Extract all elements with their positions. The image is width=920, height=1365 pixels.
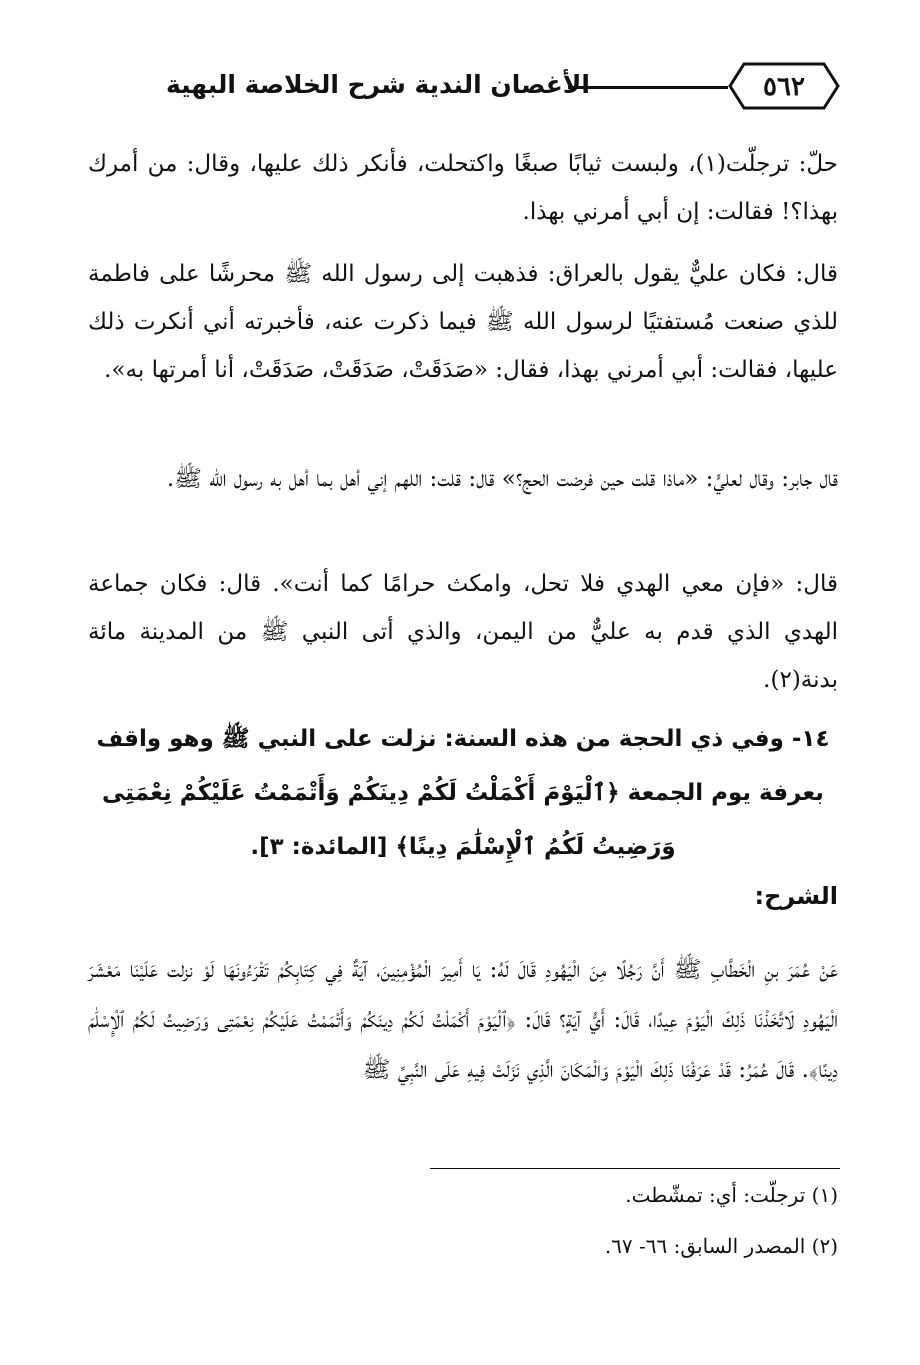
section-heading: ١٤- وفي ذي الحجة من هذه السنة: نزلت على النبي ﷺ وهو واقف بعرفة يوم الجمعة ﴿ٱلْيَوْمَ أَكْمَلْتُ لَكُمْ دِينَكُمْ وَأَتْمَمْتُ عَلَيْكُمْ نِعْمَتِى وَرَضِيتُ لَكُمُ ٱلْإِسْلَٰمَ دِينًا﴾ [المائدة: ٣]. (96, 726, 830, 860)
footnote-separator (430, 1168, 840, 1169)
footnote: (٢) المصدر السابق: ٦٦- ٦٧. (604, 1234, 838, 1258)
paragraph: قال: «فإن معي الهدي فلا تحل، وامكث حرامًا كما أنت». قال: فكان جماعة الهدي الذي قدم به عليٌّ من اليمن، والذي أتى النبي ﷺ من المدينة مائة بدنة(٢). (88, 571, 838, 693)
running-title: الأغصان الندية شرح الخلاصة البهية (165, 70, 590, 99)
commentary-text: عَنْ عُمَرَ بنِ الْخَطَّابِ ﷺ أَنَّ رَجُلًا مِنَ الْيَهُودِ قَالَ لَهُ: يَا أَمِيرَ الْمُؤْمِنِينَ، آيَةٌ فِي كِتَابِكُمْ تَقْرَءُونَهَا لَوْ نزلت عَلَيْنَا مَعْشَرَ الْيَهُودِ لَاتَّخَذْنَا ذَلِكَ الْيَوْمَ عِيدًا، قَالَ: أَيُّ آيَةٍ؟ قَالَ: ﴿ٱلْيَوْمَ أَكْمَلْتُ لَكُمْ دِينَكُمْ وَأَتْمَمْتُ عَلَيْكُمْ نِعْمَتِى وَرَضِيتُ لَكُمُ ٱلْإِسْلَٰمَ دِينًا﴾. قَالَ عُمَرُ: قَدْ عَرَفْنَا ذَلِكَ الْيَوْمَ وَالْمَكَانَ الَّذِي نَزَلَتْ فِيهِ عَلَى النَّبِيِّ ﷺ (88, 957, 838, 1083)
page-number: ٥٦٢ (763, 72, 805, 102)
paragraph: قال: فكان عليٌّ يقول بالعراق: فذهبت إلى رسول الله ﷺ محرشًا على فاطمة للذي صنعت مُستفتيًا لرسول الله ﷺ فيما ذكرت عنه، فأخبرته أني أنكرت ذلك عليها، فقالت: أبي أمرني بهذا، فقال: «صَدَقَتْ، صَدَقَتْ، صَدَقَتْ، أنا أمرتها به». (88, 261, 838, 383)
commentary-label: الشرح: (754, 882, 838, 910)
page-header (90, 58, 840, 116)
paragraph: قال جابر: وقال لعليٍّ: «ماذا قلت حين فرضت الحج؟» قال: قلت: اللهم إني أهل بما أهل به رسول الله ﷺ. (166, 466, 838, 492)
page-number-frame (728, 62, 840, 110)
header-rule (568, 86, 728, 89)
footnote: (١) ترجلّت: أي: تمشّطت. (625, 1183, 838, 1207)
paragraph: حلّ: ترجلّت(١)، ولبست ثيابًا صبغًا واكتحلت، فأنكر ذلك عليها، وقال: من أمرك بهذا؟! فقالت: إن أبي أمرني بهذا. (88, 151, 838, 225)
